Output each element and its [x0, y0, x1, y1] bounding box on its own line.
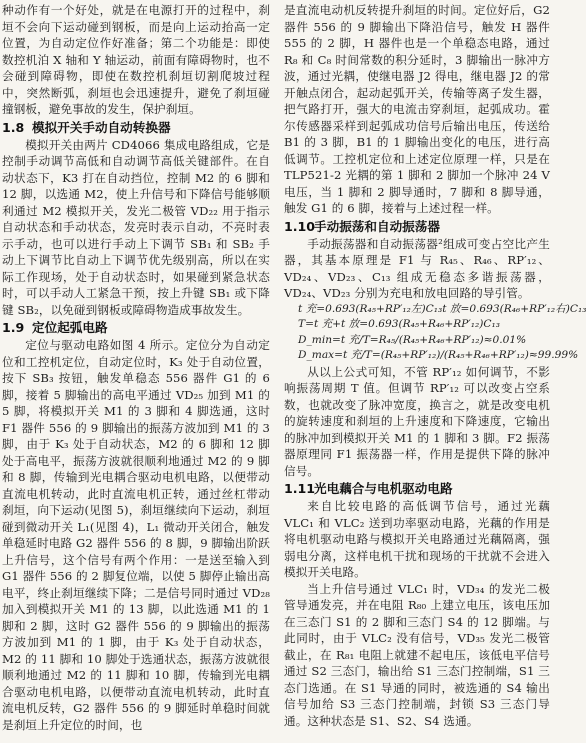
section-number: 1.8: [2, 119, 25, 135]
section-title: 模拟开关手动自动转换器: [32, 119, 171, 135]
section-heading-1-10: [284, 218, 550, 235]
formula-line: t 充=0.693(R₄₅+RP′₁₂左)C₁₃t 放=0.693(R₄₆+RP′₁₂右)C₁₃: [298, 302, 586, 315]
paragraph: 手动振荡器和自动振荡器²组成可变占空比产生器，其基本原理是 F1 与 R₄₅、R₄₆、RP′₁₂、VD₂₄、VD₂₃、C₁₃ 组成无稳态多谐振荡器，VD₂₄、VD₂₃ 分别为充电和放电回路的导引管。: [284, 236, 550, 300]
section-title: 定位起弧电路: [32, 320, 108, 335]
section-number: 1.11: [284, 481, 316, 497]
paragraph: 来自比较电路的高低调节信号，通过光藕 VLC₁ 和 VLC₂ 送到功率驱动电路，光藕的作用是将电机驱动电路与模拟开关电路通过光藕隔离，强弱电分离，这样电机干扰和现场的干扰就不会进入模拟开关电路。: [284, 499, 550, 580]
section-title: 手动振荡和自动振荡器: [314, 218, 440, 234]
left-column: [2, 2, 270, 733]
paragraph: 模拟开关由两片 CD4066 集成电路组成，它是控制手动调节高低和自动调节高低关键部件。在自动状态下，K3 打在自动挡位，控制 M2 的 6 脚和 12 脚，以选通 M2，使上升信号和下降信号能够顺利通过 M2 模拟开关，发光二极管 VD₂₂ 用于指示自动状态和手动状态，发亮时表示自动，不亮时表示手动，也可以进行手动上下调节 SB₁ 和 SB₂ 手动上下调节比自动上下调节优先级别高，所以在实际工作现场，处于自动状态时，如果碰到紧急状态时，可以手动人工紧急干预，按上升键 SB₁ 或下降键 SB₂，以免碰到钢板或障碍物造成事故发生。: [2, 137, 270, 317]
formula-line: D_max=t 充/T=(R₄₅+RP′₁₂)/(R₄₅+R₄₆+RP′₁₂)≈99.99%: [298, 349, 579, 362]
section-heading-1-11: [284, 480, 550, 497]
paragraph: 种动作有一个好处，就是在电源打开的过程中，刹垣不会向下运动碰到钢板，而是向上运动抬高一定位置，为自动定位作好准备；第二个功能是：即使数控机泊 X 轴和 Y 轴运动，前面有障碍物时，也不会碰到障碍物，即使在数控机刹垣切割爬坡过程中，突然断弧，刹垣也会迅速提升，避免了刹垣碰撞钢板，避免事故的发生，保护刹垣。: [2, 3, 270, 116]
formula-line: D_min=t 充/T=R₄₅/(R₄₅+R₄₆+RP′₁₂)≈0.01%: [298, 333, 527, 346]
paragraph: 定位与驱动电路如图 4 所示。定位分为自动定位和工控机定位，自动定位时，K₃ 处于自动位置，按下 SB₃ 按钮，触发单稳态 556 器件 G1 的 6 脚，接着 5 脚输出的高电平通过 VD₂₅ 加到 M1 的 5 脚，将模拟开关 M1 的 3 脚和 4 脚选通，这时 F1 器件 556 的 9 脚输出的振荡方波加到 M1 的 3 脚，由于 K₃ 处于自动状态，M2 的 6 脚和 12 脚处于高电平，振荡方波就很顺利地通过 M2 的 9 脚和 8 脚，传输到光电耦合驱动电机电路，以便带动直流电机转动，此时直流电机正转，通过丝杠带动刹垣，向下运动(见图 5)，刹垣继续向下运动，刹垣碰到微动开关 L₁(见图 4)，L₁ 微动开关闭合，触发单稳延时电路 G2 器件 556 的 8 脚，9 脚输出阶跃上升信号，这个信号有两个作用：一是送至输入到 G1 器件 556 的 2 脚复位端，以使 5 脚停止输出高电平，终止刹垣继续下降；二是信号同时通过 VD₂₈ 加入到模拟开关 M1 的 13 脚，以此选通 M1 的 1 脚和 2 脚，这时 G2 器件 556 的 9 脚输出的振荡方波加到 M1 的 1 脚，由于 K₃ 处于自动状态，M2 的 11 脚和 10 脚处于选通状态，振荡方波就很顺利地通过 M2 的 11 脚和 10 脚，传输到光电耦合驱动电机电路，以便带动直流电机转动，此时直流电机反转，G2 器件 556 的 9 脚延时单稳时间就是刹垣上升定位的时间，也: [2, 338, 270, 732]
paragraph: 是直流电动机反转提升刹垣的时间。定位好后，G2 器件 556 的 9 脚输出下降沿信号，触发 H 器件 555 的 2 脚，H 器件也是一个单稳态电路，通过 R₈ 和 C₈ 时间常数的积分延时，3 脚输出一脉冲方波，通过光耦，使继电器 J2 得电，继电器 J2 的常开触点闭合，起动起弧开关，传输等离子发生器，把气路打开，强大的电流击穿刹垣，起弧成功。霍尔传感器采样到起弧成功信号后输出电压，传送给 B1 的 3 脚，B1 的 1 脚输出变化的电压，进行高低调节。工控机定位和上述定位原理一样，只是在 TLP521-2 光耦的第 1 脚和 2 脚加一个脉冲 24 V 电压，当 1 脚和 2 脚导通时，7 脚和 8 脚导通，触发 G1 的 6 脚，接着与上述过程一样。: [284, 3, 550, 215]
section-heading-1-8: [2, 119, 270, 136]
paragraph: 当上升信号通过 VLC₁ 时，VD₃₄ 的发光二极管导通发亮，并在电阻 R₈₀ 上建立电压，该电压加在三态门 S1 的 2 脚和三态门 S4 的 12 脚端。与此同时，由于 VLC₂ 没有信号，VD₃₅ 发光二极管截止，在 R₈₁ 电阻上就建不起电压，该低电平信号通过 S2 三态门，输出给 S1 三态门控制端，S1 三态门选通。在 S1 导通的同时，被选通的 S4 输出信号加给 S3 三态门控制端，封锁 S3 三态门导通。这种状态是 S1、S2、S4 选通。: [284, 581, 550, 728]
section-title: 光电藕合与电机驱动电路: [314, 481, 453, 497]
section-number: 1.9: [2, 320, 25, 335]
paragraph: 从以上公式可知，不管 RP′₁₂ 如何调节，不影响振荡周期 T 值。但调节 RP′₁₂ 可以改变占空系数，也就改变了脉冲宽度，换言之，就是改变电机的旋转速度和刹垣的上升速度和下降速度，它输出的脉冲加到模拟开关 M1 的 1 脚和 3 脚。F2 振荡器原理同 F1 振荡器一样，作用是提供下降的脉冲信号。: [284, 364, 550, 478]
formula-line: T=t 充+t 放=0.693(R₄₅+R₄₆+RP′₁₂)C₁₃: [298, 318, 501, 331]
right-column: [284, 2, 586, 729]
section-number: 1.10: [284, 218, 316, 234]
section-heading-1-9: [2, 319, 270, 336]
